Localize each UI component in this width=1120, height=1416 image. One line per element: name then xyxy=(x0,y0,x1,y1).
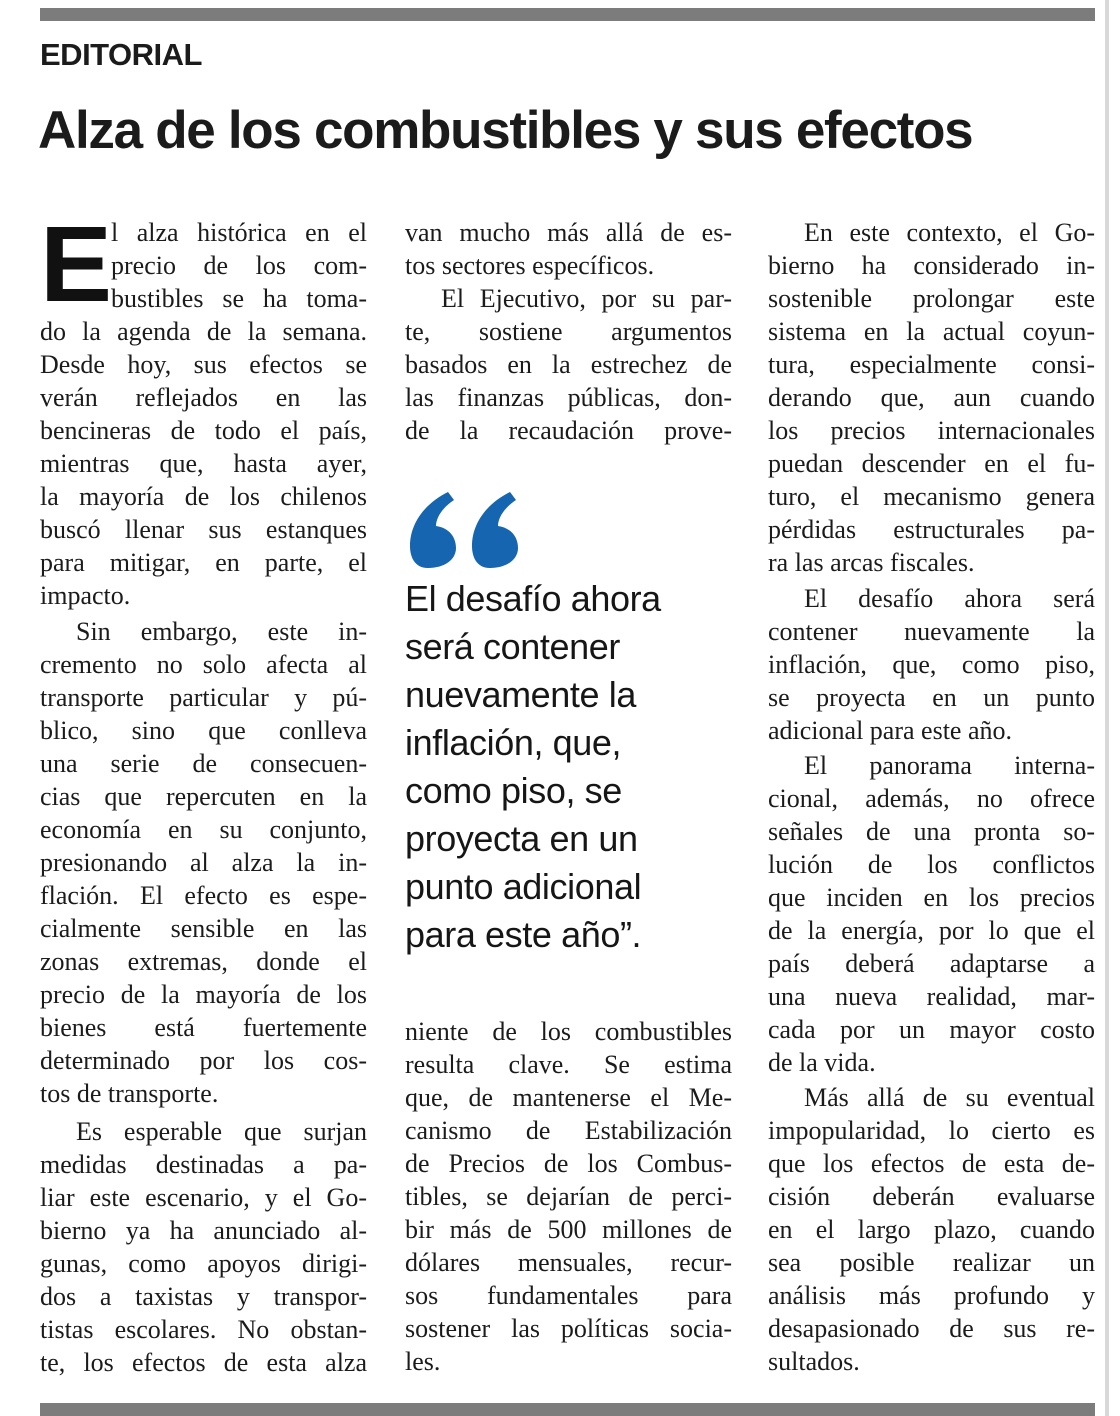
text-line: de la energía, por lo que el xyxy=(768,916,1095,945)
text-line: Desde hoy, sus efectos se xyxy=(40,350,367,379)
text-line: bienes está fuertemente xyxy=(40,1013,367,1042)
text-line: sostenible prolongar este xyxy=(768,284,1095,313)
text-line: bencineras de todo el país, xyxy=(40,416,367,445)
text-line: tura, especialmente consi- xyxy=(768,350,1095,379)
text-line: tistas escolares. No obstan- xyxy=(40,1315,367,1344)
top-rule xyxy=(40,8,1095,21)
text-line: ra las arcas fiscales. xyxy=(768,548,975,577)
drop-cap: E xyxy=(40,203,113,324)
text-line: país deberá adaptarse a xyxy=(768,949,1095,978)
text-line: precio de los com- xyxy=(111,251,367,280)
bottom-rule xyxy=(40,1403,1095,1416)
text-line: economía en su conjunto, xyxy=(40,815,367,844)
text-line: la mayoría de los chilenos xyxy=(40,482,367,511)
text-line: sos fundamentales para xyxy=(405,1281,732,1310)
text-line: mientras que, hasta ayer, xyxy=(40,449,367,478)
text-line: que los efectos de esta de- xyxy=(768,1149,1095,1178)
text-line: en el largo plazo, cuando xyxy=(768,1215,1095,1244)
text-line: blico, sino que conlleva xyxy=(40,716,367,745)
text-line: una serie de consecuen- xyxy=(40,749,367,778)
text-line: transporte particular y pú- xyxy=(40,683,367,712)
text-line: cional, además, no ofrece xyxy=(768,784,1095,813)
text-line: medidas destinadas a pa- xyxy=(40,1150,367,1179)
text-line: tibles, se dejarían de perci- xyxy=(405,1182,732,1211)
text-line: zonas extremas, donde el xyxy=(40,947,367,976)
text-line: l alza histórica en el xyxy=(111,218,367,247)
text-line: de la recaudación prove- xyxy=(405,416,732,445)
text-line: liar este escenario, y el Go- xyxy=(40,1183,367,1212)
text-line: turo, el mecanismo genera xyxy=(768,482,1095,511)
text-line: que inciden en los precios xyxy=(768,883,1095,912)
text-line: sostener las políticas socia- xyxy=(405,1314,732,1343)
text-line: derando que, aun cuando xyxy=(768,383,1095,412)
text-line: Es esperable que surjan xyxy=(76,1117,367,1146)
text-line: Más allá de su eventual xyxy=(804,1083,1095,1112)
text-line: las finanzas públicas, don- xyxy=(405,383,732,412)
text-line: puedan descender en el fu- xyxy=(768,449,1095,478)
text-line: cremento no solo afecta al xyxy=(40,650,367,679)
text-line: buscó llenar sus estanques xyxy=(40,515,367,544)
pull-quote-line: como piso, se xyxy=(405,770,622,811)
text-line: precio de la mayoría de los xyxy=(40,980,367,1009)
text-line: cialmente sensible en las xyxy=(40,914,367,943)
text-line: Sin embargo, este in- xyxy=(76,617,367,646)
text-line: resulta clave. Se estima xyxy=(405,1050,732,1079)
text-line: señales de una pronta so- xyxy=(768,817,1095,846)
text-line: desapasionado de sus re- xyxy=(768,1314,1095,1343)
headline: Alza de los combustibles y sus efectos xyxy=(38,101,973,160)
pull-quote-line: nuevamente la xyxy=(405,674,636,715)
text-line: tos de transporte. xyxy=(40,1079,219,1108)
text-line: te, los efectos de esta alza xyxy=(40,1348,367,1377)
text-line: determinado por los cos- xyxy=(40,1046,367,1075)
text-line: bir más de 500 millones de xyxy=(405,1215,732,1244)
text-line: les. xyxy=(405,1347,441,1376)
text-line: El Ejecutivo, por su par- xyxy=(441,284,732,313)
text-line: contener nuevamente la xyxy=(768,617,1095,646)
text-line: cias que repercuten en la xyxy=(40,782,367,811)
text-line: para mitigar, en parte, el xyxy=(40,548,367,577)
text-line: bustibles se ha toma- xyxy=(111,284,367,313)
text-line: En este contexto, el Go- xyxy=(804,218,1095,247)
text-line: El desafío ahora será xyxy=(804,584,1095,613)
text-line: impacto. xyxy=(40,581,131,610)
pull-quote-line: punto adicional xyxy=(405,866,642,907)
text-line: análisis más profundo y xyxy=(768,1281,1095,1310)
text-line: cisión deberán evaluarse xyxy=(768,1182,1095,1211)
text-line: flación. El efecto es espe- xyxy=(40,881,367,910)
text-line: verán reflejados en las xyxy=(40,383,367,412)
pull-quote-line: proyecta en un xyxy=(405,818,638,859)
text-line: cada por un mayor costo xyxy=(768,1015,1095,1044)
text-line: dos a taxistas y transpor- xyxy=(40,1282,367,1311)
text-line: adicional para este año. xyxy=(768,716,1012,745)
text-line: sea posible realizar un xyxy=(768,1248,1095,1277)
text-line: presionando al alza la in- xyxy=(40,848,367,877)
pull-quote-line: será contener xyxy=(405,626,620,667)
text-line: sistema en la actual coyun- xyxy=(768,317,1095,346)
page-edge xyxy=(1105,0,1109,1416)
pull-quote-line: El desafío ahora xyxy=(405,578,661,619)
text-line: gunas, como apoyos dirigi- xyxy=(40,1249,367,1278)
text-line: El panorama interna- xyxy=(804,751,1095,780)
text-line: dólares mensuales, recur- xyxy=(405,1248,732,1277)
quote-mark-icon xyxy=(410,490,528,570)
text-line: van mucho más allá de es- xyxy=(405,218,732,247)
text-line: canismo de Estabilización xyxy=(405,1116,732,1145)
text-line: bierno ya ha anunciado al- xyxy=(40,1216,367,1245)
text-line: inflación, que, como piso, xyxy=(768,650,1095,679)
text-line: se proyecta en un punto xyxy=(768,683,1095,712)
text-line: niente de los combustibles xyxy=(405,1017,732,1046)
text-line: lución de los conflictos xyxy=(768,850,1095,879)
text-line: que, de mantenerse el Me- xyxy=(405,1083,732,1112)
text-line: sultados. xyxy=(768,1347,860,1376)
text-line: de Precios de los Combus- xyxy=(405,1149,732,1178)
text-line: do la agenda de la semana. xyxy=(40,317,367,346)
text-line: los precios internacionales xyxy=(768,416,1095,445)
text-line: bierno ha considerado in- xyxy=(768,251,1095,280)
text-line: de la vida. xyxy=(768,1048,876,1077)
text-line: basados en la estrechez de xyxy=(405,350,732,379)
pull-quote-line: para este año”. xyxy=(405,914,642,955)
text-line: impopularidad, lo cierto es xyxy=(768,1116,1095,1145)
text-line: tos sectores específicos. xyxy=(405,251,655,280)
text-line: te, sostiene argumentos xyxy=(405,317,732,346)
text-line: una nueva realidad, mar- xyxy=(768,982,1095,1011)
text-line: pérdidas estructurales pa- xyxy=(768,515,1095,544)
section-label: EDITORIAL xyxy=(40,37,202,72)
pull-quote-line: inflación, que, xyxy=(405,722,622,763)
